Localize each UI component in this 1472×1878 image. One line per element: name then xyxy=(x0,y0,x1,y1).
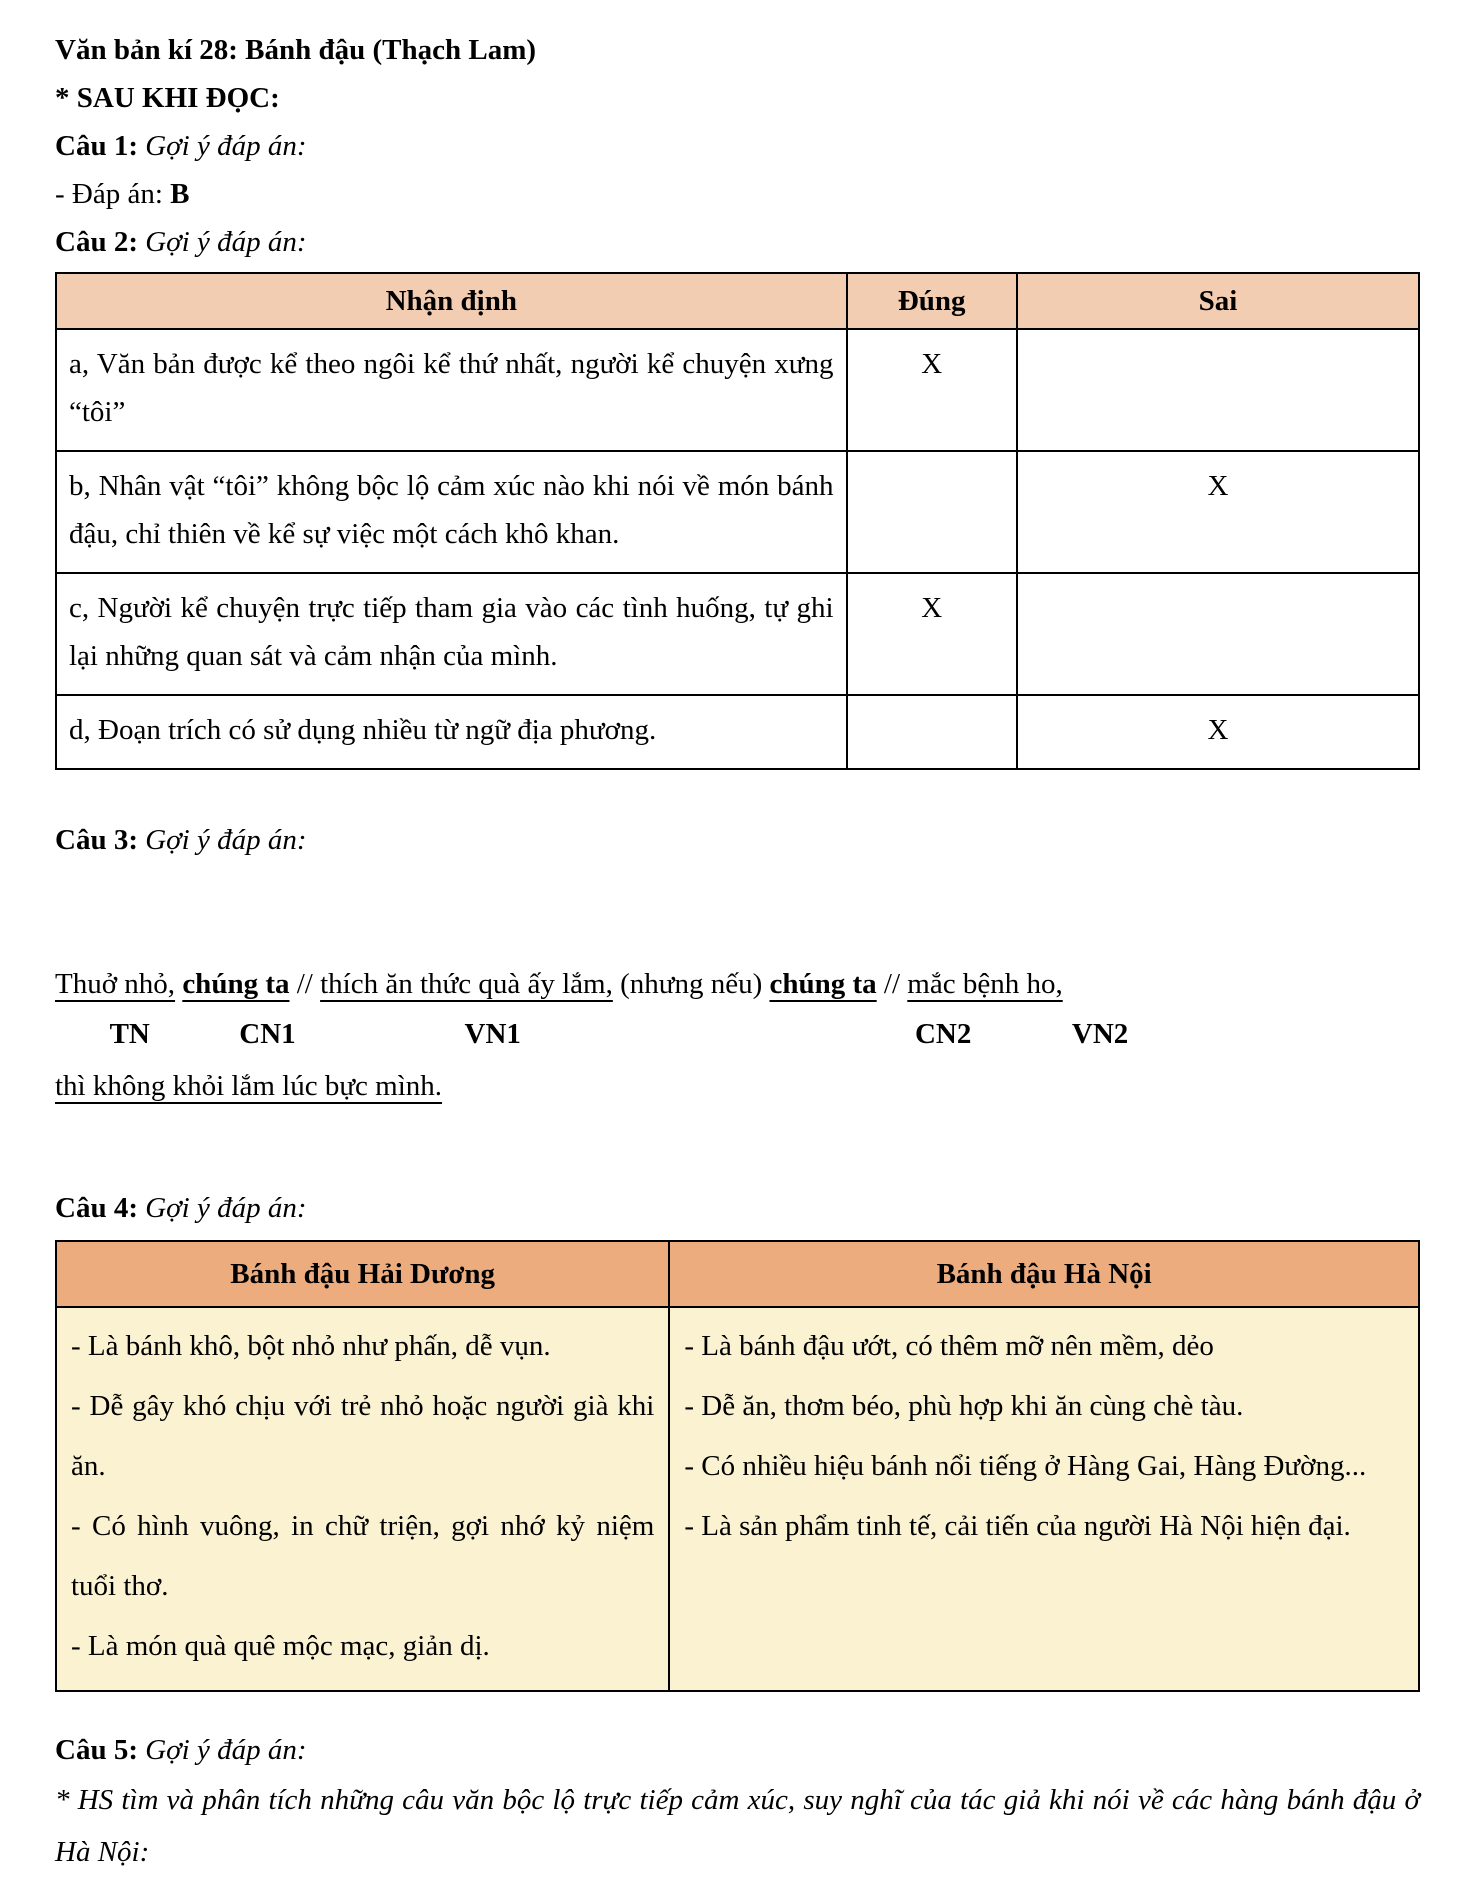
bullet-item: - Là bánh khô, bột nhỏ như phấn, dễ vụn. xyxy=(71,1330,551,1362)
table-header-row xyxy=(56,273,1419,329)
bullet-item: - Là bánh đậu ướt, có thêm mỡ nên mềm, dẻo xyxy=(684,1330,1214,1362)
grammar-label-vn1: VN1 xyxy=(464,1018,521,1050)
table-row xyxy=(56,573,1419,695)
table-row xyxy=(56,451,1419,573)
ha-noi-cell xyxy=(669,1307,1419,1691)
col-header-ha-noi: Bánh đậu Hà Nội xyxy=(669,1241,1419,1307)
cau4-heading xyxy=(55,1184,1420,1232)
bullet-item: - Là sản phẩm tinh tế, cải tiến của người Hà Nội hiện đại. xyxy=(684,1510,1351,1542)
cau2-label: Câu 2: xyxy=(55,226,138,258)
cau1-heading xyxy=(55,122,1420,170)
cau1-answer-prefix: - Đáp án: xyxy=(55,178,171,210)
mark-a-false xyxy=(1017,329,1419,451)
grammar-label-cn1: CN1 xyxy=(239,1018,296,1050)
statement-d: d, Đoạn trích có sử dụng nhiều từ ngữ địa phương. xyxy=(56,695,847,769)
grammar-label-vn2: VN2 xyxy=(1071,1018,1129,1050)
cau5-note: * HS tìm và phân tích những câu văn bộc lộ trực tiếp cảm xúc, suy nghĩ của tác giả khi nói về các hàng bánh đậu ở Hà Nội: xyxy=(55,1784,1420,1868)
col-header-false: Sai xyxy=(1017,273,1419,329)
cau4-label: Câu 4: xyxy=(55,1192,138,1224)
sentence-segment: // xyxy=(289,968,321,1000)
sentence-continuation: thì không khỏi lắm lúc bực mình. xyxy=(55,1070,443,1102)
mark-d-false: X xyxy=(1017,695,1419,769)
cau2-hint: Gợi ý đáp án: xyxy=(145,226,307,258)
bullet-item: - Là món quà quê mộc mạc, giản dị. xyxy=(71,1630,490,1662)
table-header-row xyxy=(56,1241,1419,1307)
cau3-label: Câu 3: xyxy=(55,824,138,856)
statement-a: a, Văn bản được kể theo ngôi kể thứ nhất, người kể chuyện xưng “tôi” xyxy=(56,329,847,451)
mark-a-true: X xyxy=(847,329,1017,451)
col-header-statement: Nhận định xyxy=(56,273,847,329)
document-title: Văn bản kí 28: Bánh đậu (Thạch Lam) xyxy=(55,34,537,66)
table-row xyxy=(56,695,1419,769)
section-heading: * SAU KHI ĐỌC: xyxy=(55,82,280,114)
cau1-label: Câu 1: xyxy=(55,130,138,162)
sentence-segment: chúng ta xyxy=(182,968,290,1000)
comparison-table xyxy=(55,1240,1420,1692)
true-false-table xyxy=(55,272,1420,770)
mark-c-true: X xyxy=(847,573,1017,695)
bullet-item: - Dễ ăn, thơm béo, phù hợp khi ăn cùng chè tàu. xyxy=(684,1390,1244,1422)
analyzed-sentence xyxy=(55,960,1420,1008)
sentence-segment: Thuở nhỏ, xyxy=(55,968,176,1000)
cau1-answer-line xyxy=(55,170,1420,218)
table-body-row xyxy=(56,1307,1419,1691)
cau5-hint: Gợi ý đáp án: xyxy=(145,1734,307,1766)
sentence-segment: // xyxy=(876,968,908,1000)
sentence-segment: thích ăn thức quà ấy lắm, xyxy=(320,968,613,1000)
col-header-true: Đúng xyxy=(847,273,1017,329)
cau4-hint: Gợi ý đáp án: xyxy=(145,1192,307,1224)
mark-c-false xyxy=(1017,573,1419,695)
cau2-heading xyxy=(55,218,1420,266)
bullet-item: - Có hình vuông, in chữ triện, gợi nhớ kỷ niệm tuổi thơ. xyxy=(71,1510,655,1602)
sentence-segment: (nhưng nếu) xyxy=(612,968,770,1000)
sentence-segment: mắc bệnh ho, xyxy=(907,968,1063,1000)
mark-b-false: X xyxy=(1017,451,1419,573)
cau3-heading xyxy=(55,816,1420,864)
mark-d-true xyxy=(847,695,1017,769)
cau1-answer-value: B xyxy=(170,178,190,210)
grammar-labels-row xyxy=(55,1008,1420,1060)
bullet-item: - Dễ gây khó chịu với trẻ nhỏ hoặc người già khi ăn. xyxy=(71,1390,655,1482)
cau1-hint: Gợi ý đáp án: xyxy=(145,130,307,162)
sentence-segment: chúng ta xyxy=(769,968,877,1000)
cau5-label: Câu 5: xyxy=(55,1734,138,1766)
table-row xyxy=(56,329,1419,451)
bullet-item: - Có nhiều hiệu bánh nổi tiếng ở Hàng Gai, Hàng Đường... xyxy=(684,1450,1367,1482)
mark-b-true xyxy=(847,451,1017,573)
hai-duong-cell xyxy=(56,1307,669,1691)
grammar-label-cn2: CN2 xyxy=(914,1018,972,1050)
grammar-label-tn: TN xyxy=(109,1018,150,1050)
cau5-heading xyxy=(55,1726,1420,1774)
col-header-hai-duong: Bánh đậu Hải Dương xyxy=(56,1241,669,1307)
statement-c: c, Người kể chuyện trực tiếp tham gia vào các tình huống, tự ghi lại những quan sát và cảm nhận của mình. xyxy=(56,573,847,695)
cau3-hint: Gợi ý đáp án: xyxy=(145,824,307,856)
statement-b: b, Nhân vật “tôi” không bộc lộ cảm xúc nào khi nói về món bánh đậu, chỉ thiên về kể sự việc một cách khô khan. xyxy=(56,451,847,573)
